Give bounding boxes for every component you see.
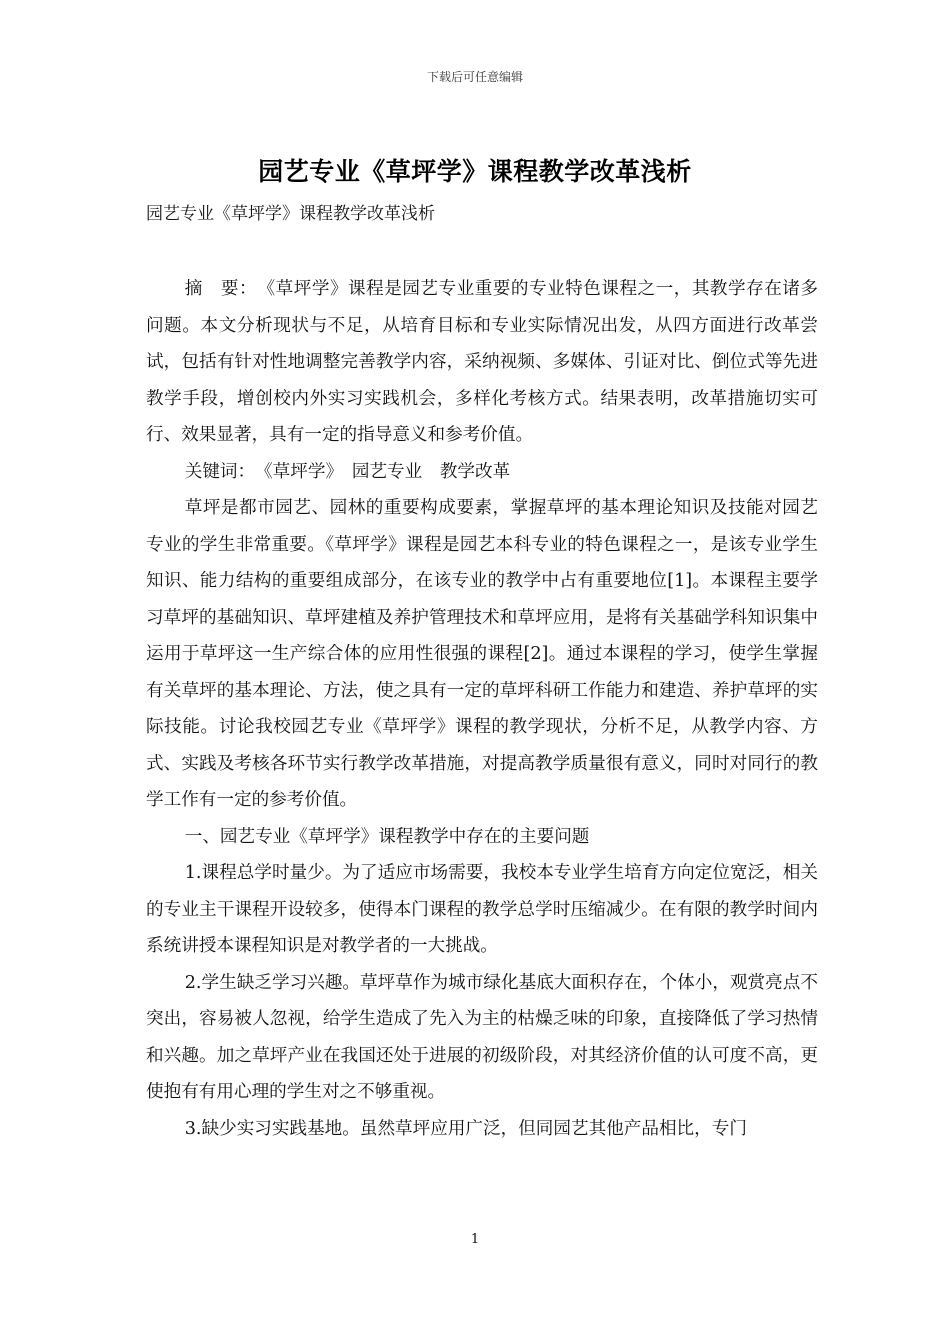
page-number: 1 (470, 1232, 480, 1247)
keywords-paragraph: 关键词： 《草坪学》 园艺专业 教学改革 (184, 461, 511, 482)
header-note: 下载后可任意编辑 (426, 70, 523, 84)
list-item: 2.学生缺乏学习兴趣。草坪草作为城市绿化基底大面积存在，个体小，观赏亮点不突出，容易被人忽视，给学生造成了先入为主的枯燥乏味的印象，直接降低了学习热情和兴趣。加之草坪产业在我国还处于进展的初级阶段，对其经济价值的认可度不高，更使抱有有用心理的学生对之不够重视。 (146, 972, 818, 1102)
page-title: 园艺专业《草坪学》课程教学改革浅析 (258, 157, 692, 186)
intro-paragraph: 草坪是都市园艺、园林的重要构成要素，掌握草坪的基本理论知识及技能对园艺专业的学生非常重要。《草坪学》课程是园艺本科专业的特色课程之一，是该专业学生知识、能力结构的重要组成部分，在该专业的教学中占有重要地位[1]。本课程主要学习草坪的基础知识、草坪建植及养护管理技术和草坪应用，是将有关基础学科知识集中运用于草坪这一生产综合体的应用性很强的课程[2]。通过本课程的学习，使学生掌握有关草坪的基本理论、方法，使之具有一定的草坪科研工作能力和建造、养护草坪的实际技能。讨论我校园艺专业《草坪学》课程的教学现状，分析不足，从教学内容、方式、实践及考核各环节实行教学改革措施，对提高教学质量很有意义，同时对同行的教学工作有一定的参考价值。 (146, 498, 818, 810)
subtitle: 园艺专业《草坪学》课程教学改革浅析 (146, 204, 435, 224)
document-body (146, 271, 818, 1147)
list-item: 1.课程总学时量少。为了适应市场需要，我校本专业学生培育方向定位宽泛，相关的专业主干课程开设较多，使得本门课程的教学总学时压缩减少。在有限的教学时间内系统讲授本课程知识是对教学者的一大挑战。 (146, 863, 818, 956)
list-item: 3.缺少实习实践基地。虽然草坪应用广泛，但同园艺其他产品相比，专门 (184, 1118, 747, 1139)
section-heading: 一、园艺专业《草坪学》课程教学中存在的主要问题 (184, 826, 590, 847)
abstract-paragraph: 摘 要： 《草坪学》课程是园艺专业重要的专业特色课程之一，其教学存在诸多问题。本文分析现状与不足，从培育目标和专业实际情况出发，从四方面进行改革尝试，包括有针对性地调整完善教学内容，采纳视频、多媒体、引证对比、倒位式等先进教学手段，增创校内外实习实践机会，多样化考核方式。结果表明，改革措施切实可行、效果显著，具有一定的指导意义和参考价值。 (146, 279, 818, 445)
